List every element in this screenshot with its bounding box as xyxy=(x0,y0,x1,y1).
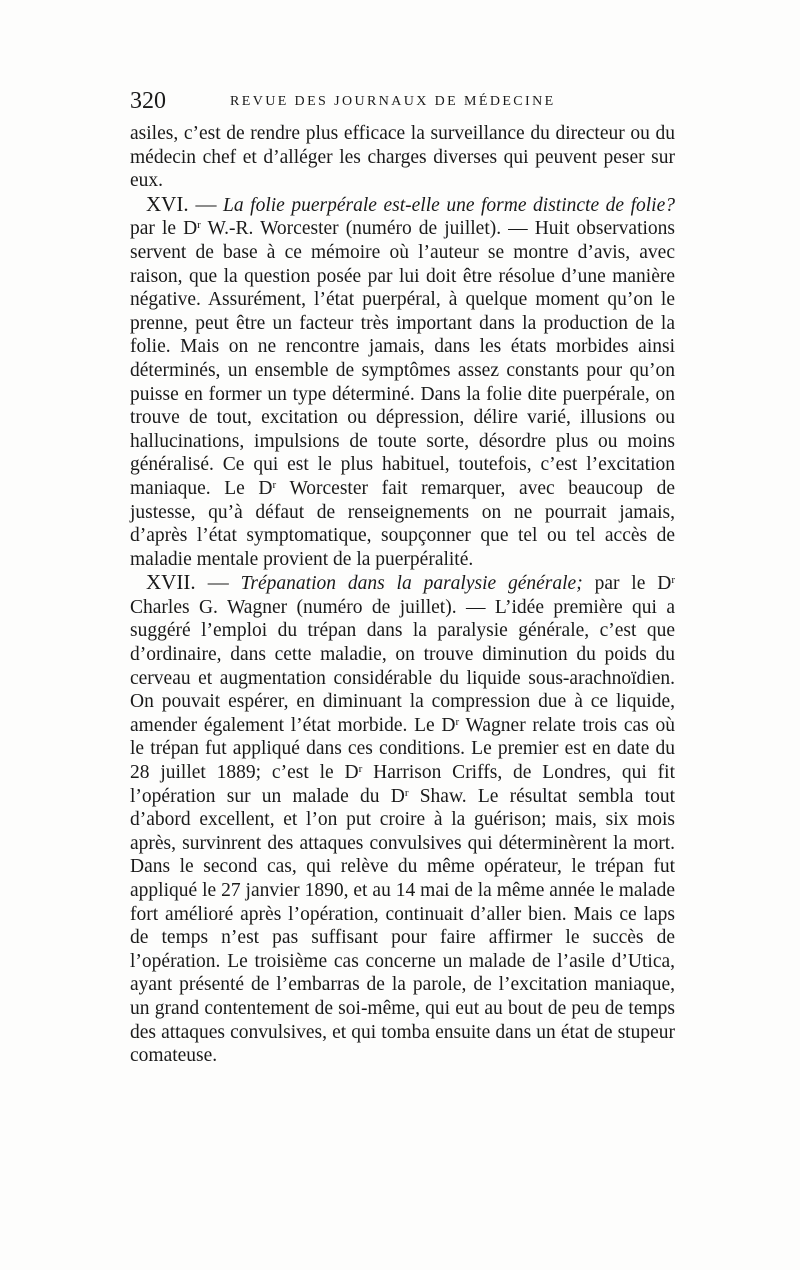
running-head xyxy=(130,88,675,114)
section-xvii xyxy=(130,571,675,1067)
section-text: Harrison Criffs, de Londres, qui fit l’opération sur un malade du D xyxy=(130,762,675,807)
body-text xyxy=(130,122,675,1068)
superscript: r xyxy=(358,763,363,776)
section-text: Shaw. Le résultat sembla tout d’abord excellent, et l’on put croire à la guérison; mais, six mois après, survinrent des attaques convulsives qui déterminèrent la mort. Dans le second cas, qui relève du même opérateur, le trépan fut appliqué le 27 janvier 1890, et au 14 mai de la même année le malade fort amélioré après l’opération, continuait d’aller bien. Mais ce laps de temps n’est pas suffisant pour faire affirmer le succès de l’opération. Le troisième cas concerne un malade de l’asile d’Utica, ayant présenté de l’embarras de la parole, de l’excitation maniaque, un grand contentement de soi-même, qui eut au bout de peu de temps des attaques convulsives, et qui tomba ensuite dans un état de stupeur comateuse. xyxy=(130,785,676,1067)
byline-prefix: par le D xyxy=(594,573,672,595)
section-text: Wagner relate trois cas où le trépan fut appliqué dans ces conditions. Le premier est en date du 28 juillet 1889; c’est le D xyxy=(130,714,675,784)
journal-title: REVUE DES JOURNAUX DE MÉDECINE xyxy=(230,94,556,109)
page-number: 320 xyxy=(130,88,166,114)
section-text: Huit observations servent de base à ce mémoire où l’auteur se montre d’avis, avec raison, que la question posée par lui doit être résolue d’une manière négative. Assurément, l’état puerpéral, à quelque moment qu’on le prenne, peut être un facteur très important dans la production de la folie. Mais on ne rencontre jamais, dans les états morbides ainsi déterminés, un ensemble de symptômes assez constants pour qu’on puisse en former un type déterminé. Dans la folie dite puerpérale, on trouve de tout, excitation ou dépression, délire varié, illusions ou hallucinations, impulsions de toute sorte, désordre plus ou moins généralisé. Ce qui est le plus habituel, toutefois, c’est l’excitation maniaque. Le D xyxy=(130,218,675,499)
superscript: r xyxy=(272,478,277,491)
section-text: L’idée première qui a suggéré l’emploi du trépan dans la paralysie générale, c’est que d’ordinaire, dans cette maladie, on trouve diminution du poids du cerveau et augmentation considérable du liquide sous-arachnoïdien. On pouvait espérer, en diminuant la compression due à ce liquide, amender également l’état morbide. Le D xyxy=(130,596,675,736)
byline-prefix: par le D xyxy=(130,218,198,240)
section-title: Trépanation dans la paralysie générale; xyxy=(240,573,583,595)
section-xvi xyxy=(130,193,675,572)
continued-paragraph: asiles, c’est de rendre plus efficace la surveillance du directeur ou du médecin chef et d’alléger les charges diverses qui peuvent peser sur eux. xyxy=(130,123,675,192)
superscript: r xyxy=(671,574,675,587)
superscript: r xyxy=(404,786,409,799)
superscript: r xyxy=(455,715,460,728)
section-number: XVI. — xyxy=(146,191,217,216)
section-text-end: Worcester fait remarquer, avec beaucoup de justesse, qu’à défaut de renseignements on ne pourrait jamais, d’après l’état symptomatique, soupçonner que tel ou tel accès de maladie mentale provient de la puerpéralité. xyxy=(130,477,675,570)
section-title: La folie puerpérale est-elle une forme distincte de folie? xyxy=(223,194,676,216)
superscript: r xyxy=(197,219,201,232)
author: W.-R. Worcester (numéro de juillet). — xyxy=(207,218,528,240)
author: Charles G. Wagner (numéro de juillet). — xyxy=(130,596,486,618)
section-number: XVII. — xyxy=(146,570,229,595)
